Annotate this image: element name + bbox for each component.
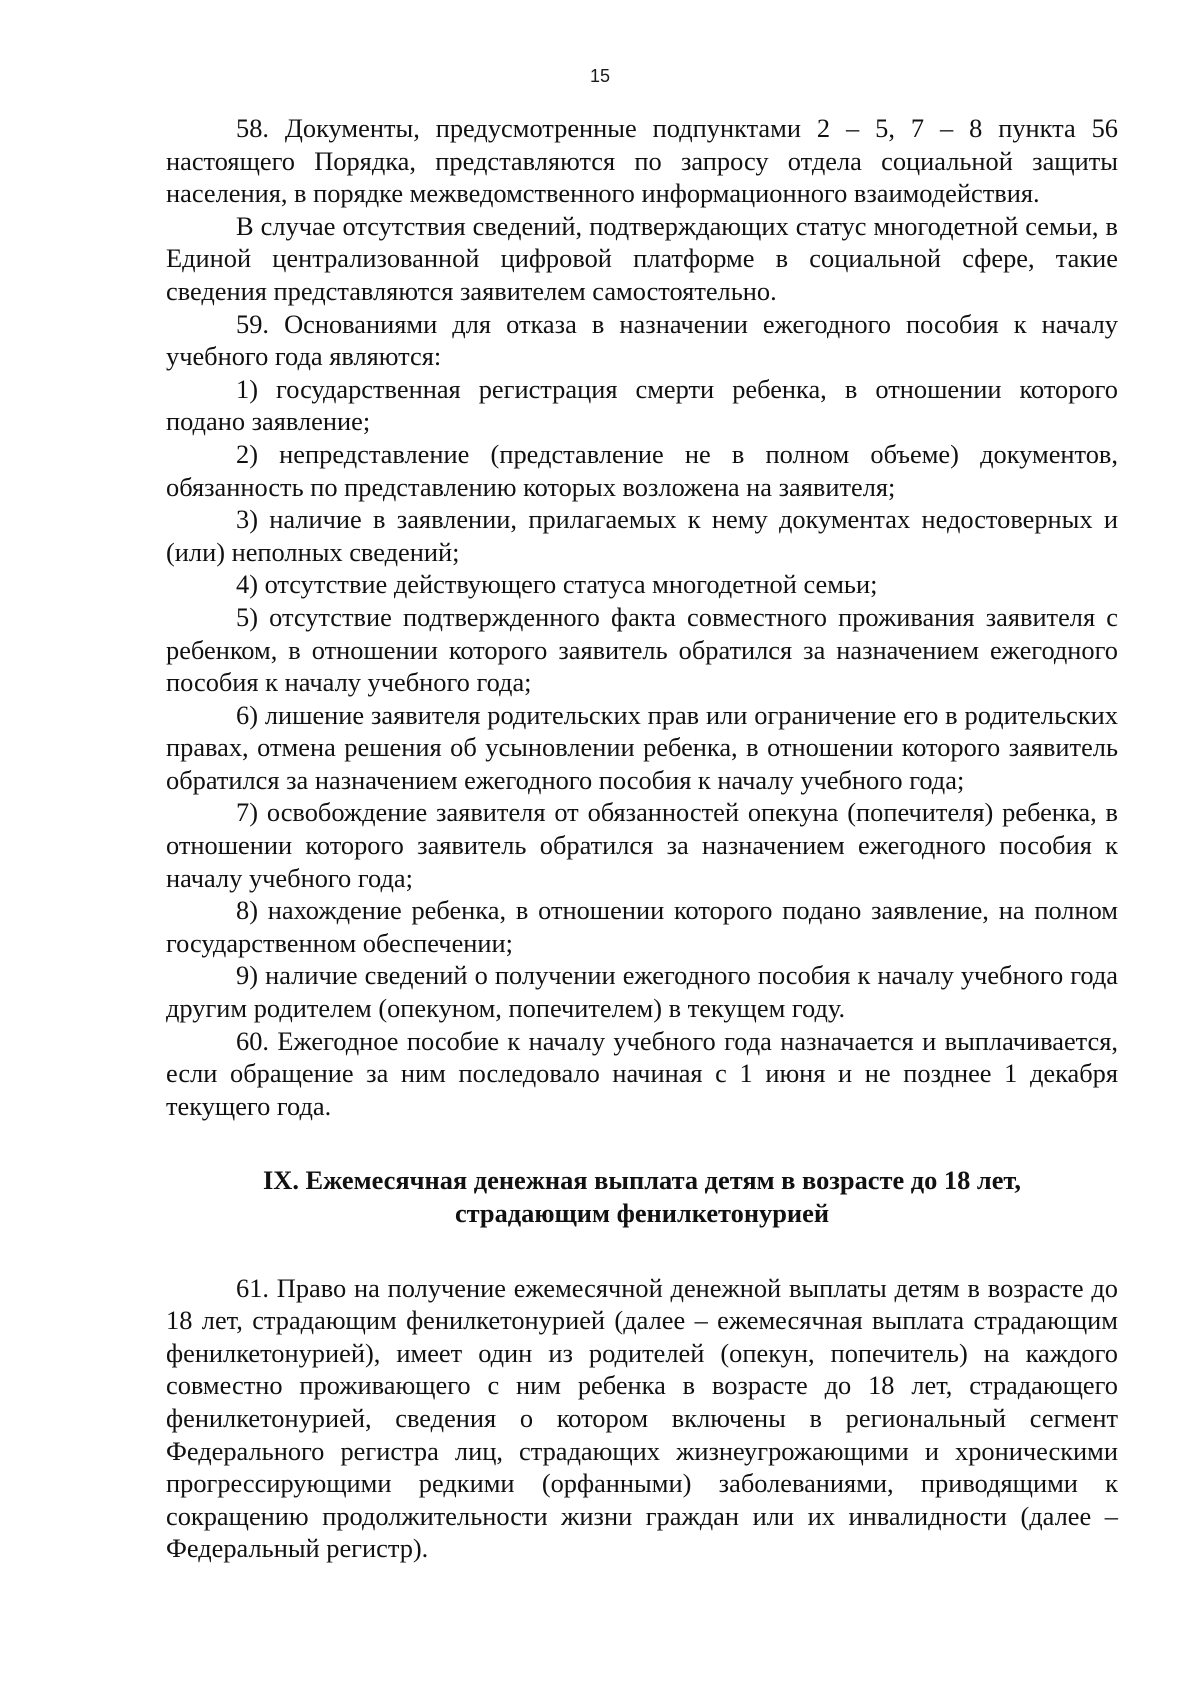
- document-body: [166, 112, 1118, 1565]
- list-item-6: 6) лишение заявителя родительских прав или ограничение его в родительских правах, отмена решения об усыновлении ребенка, в отношении которого заявитель обратился за назначением ежегодного пособия к началу учебного года;: [166, 699, 1118, 795]
- paragraph-58: 58. Документы, предусмотренные подпунктами 2 – 5, 7 – 8 пункта 56 настоящего Порядка, представляются по запросу отдела социальной защиты населения, в порядке межведомственного информационного взаимодействия.: [166, 113, 1118, 209]
- section-heading: [166, 1164, 1118, 1229]
- list-item-2: 2) непредставление (представление не в полном объеме) документов, обязанность по представлению которых возложена на заявителя;: [166, 438, 1118, 502]
- list-item-4: 4) отсутствие действующего статуса многодетной семьи;: [236, 569, 878, 600]
- paragraph-60: 60. Ежегодное пособие к началу учебного года назначается и выплачивается, если обращение за ним последовало начиная с 1 июня и не позднее 1 декабря текущего года.: [166, 1025, 1118, 1121]
- list-item-8: 8) нахождение ребенка, в отношении которого подано заявление, на полном государственном обеспечении;: [166, 895, 1118, 958]
- list-item-3: 3) наличие в заявлении, прилагаемых к нему документах недостоверных и (или) неполных сведений;: [166, 504, 1118, 567]
- section-heading-line-2: страдающим фенилкетонурией: [454, 1198, 830, 1228]
- paragraph-59: 59. Основаниями для отказа в назначении ежегодного пособия к началу учебного года являются:: [166, 308, 1118, 372]
- list-item-1: 1) государственная регистрация смерти ребенка, в отношении которого подано заявление;: [166, 373, 1118, 437]
- page-number: 15: [589, 66, 611, 86]
- spacer: [166, 1122, 1118, 1164]
- section-heading-line-1: IX. Ежемесячная денежная выплата детям в возрасте до 18 лет,: [263, 1165, 1021, 1196]
- list-item-9: 9) наличие сведений о получении ежегодного пособия к началу учебного года другим родителем (опекуном, попечителем) в текущем году.: [166, 960, 1118, 1024]
- paragraph-58-note: В случае отсутствия сведений, подтверждающих статус многодетной семьи, в Единой централизованной цифровой платформе в социальной сфере, такие сведения представляются заявителем самостоятельно.: [166, 210, 1118, 306]
- paragraph-61: 61. Право на получение ежемесячной денежной выплаты детям в возрасте до 18 лет, страдающим фенилкетонурией (далее – ежемесячная выплата страдающим фенилкетонурией), имеет один из родителей (опекун, попечитель) на каждого совместно проживающего с ним ребенка в возрасте до 18 лет, страдающего фенилкетонурией, сведения о котором включены в региональный сегмент Федерального регистра лиц, страдающих жизнеугрожающими и хроническими прогрессирующими редкими (орфанными) заболеваниями, приводящими к сокращению продолжительности жизни граждан или их инвалидности (далее – Федеральный регистр).: [166, 1272, 1118, 1564]
- spacer: [166, 1230, 1118, 1272]
- list-item-5: 5) отсутствие подтвержденного факта совместного проживания заявителя с ребенком, в отношении которого заявитель обратился за назначением ежегодного пособия к началу учебного года;: [166, 601, 1118, 698]
- list-item-7: 7) освобождение заявителя от обязанностей опекуна (попечителя) ребенка, в отношении которого заявитель обратился за назначением ежегодного пособия к началу учебного года;: [166, 797, 1118, 893]
